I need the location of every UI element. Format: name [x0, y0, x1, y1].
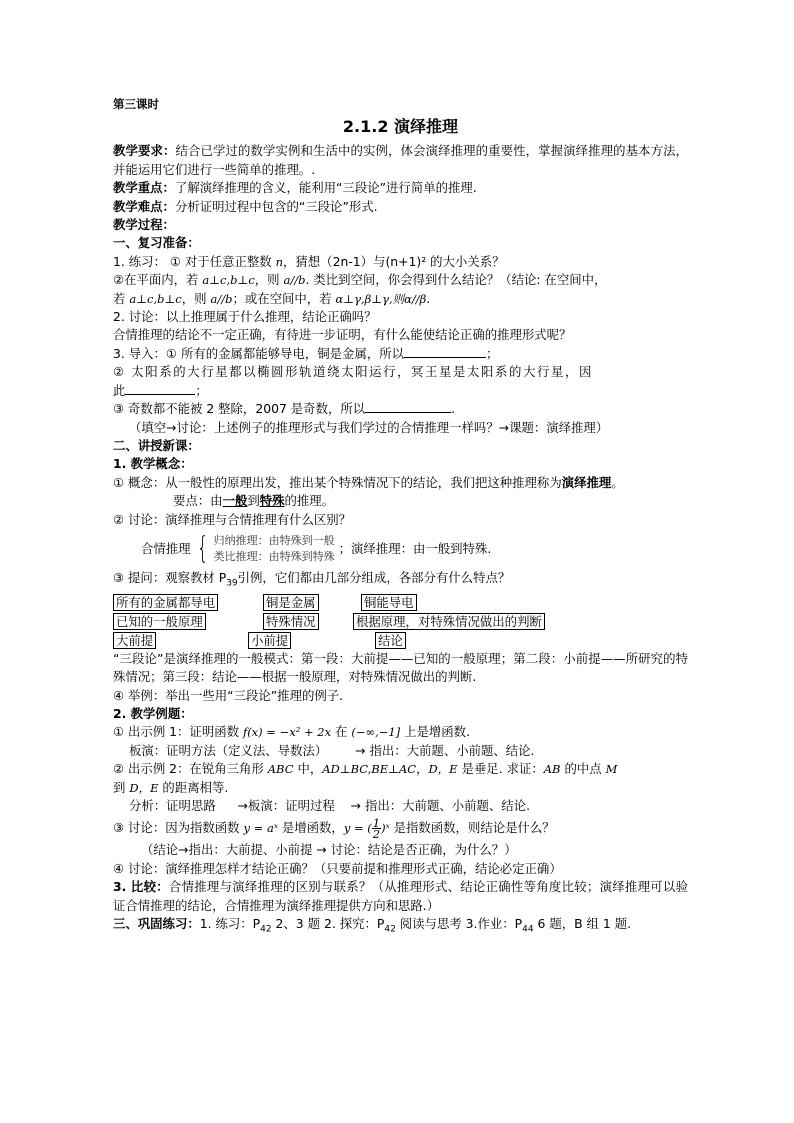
discussion-3-note: （结论→指出：大前提、小前提 → 讨论：结论是否正确，为什么？）	[141, 842, 517, 858]
exercise-3-text-c: ；或在空间中，若	[232, 290, 336, 306]
intro-1-text: 3. 导入：① 所有的金属都能够导电，铜是金属，所以	[113, 345, 405, 361]
half-fraction	[372, 816, 381, 842]
question-3-text: ③ 提问：观察教材 P	[113, 569, 227, 585]
process-label: 教学过程：	[113, 217, 175, 233]
discussion-3	[113, 815, 688, 841]
discussion-2: 合情推理的结论不一定正确，有待进一步证明，有什么能使结论正确的推理形式呢？	[113, 327, 572, 343]
section-3-page-3: 44	[522, 924, 534, 935]
box-row-1	[113, 593, 688, 612]
exercise-3-text-d: .	[426, 290, 431, 306]
intro-4-end: .	[451, 401, 456, 417]
teaching-requirement	[113, 142, 688, 179]
exercise-3-text: 若	[113, 290, 130, 306]
section-3-page-1: 42	[260, 924, 272, 935]
box-conclusion: 结论	[375, 632, 406, 649]
example-2-analysis-a: 分析：证明思路	[129, 798, 216, 814]
box-major-example: 所有的金属都导电	[113, 594, 218, 611]
diff-label: 教学难点：	[113, 198, 175, 214]
concept	[113, 474, 688, 492]
page-title: 2.1.2 演绎推理	[342, 117, 459, 137]
example-1-text-c: 上是增函数.	[400, 724, 471, 740]
intro-1-end: ；	[486, 345, 499, 361]
example-2-triangle: ABC	[267, 762, 294, 777]
diff-text: 分析证明过程中包含的“三段论”形式.	[174, 198, 378, 214]
section-2-title: 二、讲授新课：	[113, 437, 200, 453]
box-row-2	[113, 612, 688, 631]
fraction-denominator: 2	[372, 827, 381, 842]
example-1-board-a: 板演：证明方法（定义法、导数法）	[129, 742, 328, 758]
intro-4-text: ③ 奇数都不能被 2 整除，2007 是奇数，所以	[113, 401, 366, 417]
example-2-analysis	[113, 797, 688, 815]
example-2-m: M	[605, 762, 618, 777]
exercise-1-n: n	[275, 254, 284, 269]
discussion-3-text-c: 是指数函数，则结论是什么？	[389, 820, 555, 836]
plausible-reasoning-label: 合情推理	[141, 540, 191, 556]
blank-2[interactable]	[125, 382, 195, 395]
discussion-3-math-post: )ˣ	[381, 821, 390, 836]
blank-3[interactable]	[365, 400, 451, 413]
exercise-3-math: a⊥c,b⊥c	[129, 291, 182, 306]
discussion-3-math-pre: y = (	[343, 821, 372, 836]
section-3	[113, 915, 688, 939]
example-2-text-b: 中，	[293, 761, 323, 777]
example-1-board	[113, 742, 688, 760]
example-2-text: ② 出示例 2：在锐角三角形	[113, 761, 268, 777]
example-1-function: f(x) = −x² + 2x	[242, 725, 332, 740]
key-label: 教学重点：	[113, 180, 175, 196]
example-2-ab: AB	[543, 762, 561, 777]
intro-1	[113, 345, 688, 363]
lesson-label: 第三课时	[113, 97, 159, 111]
intro-3-text: 此	[113, 382, 126, 398]
difference-question: ② 讨论：演绎推理与合情推理有什么区别？	[113, 511, 352, 527]
req-text: 结合已学过的数学实例和生活中的实例，体会演绎推理的重要性，掌握演绎推理的基本方法，并能运用它们进行一些简单的推理。.	[113, 143, 689, 177]
syllogism-explanation: “三段论”是演绎推理的一般模式：第一段：大前提——已知的一般原理；第二段：小前提——所研究的特殊情况；第三段：结论——根据一般原理，对特殊情况做出的判断.	[113, 650, 688, 685]
example-1-text: ① 出示例 1：证明函数	[113, 724, 243, 740]
example-2-text-d: 是垂足. 求证：	[457, 761, 544, 777]
exercise-3-math-b: a//b	[210, 291, 233, 306]
example-2-cont-a: 到	[113, 779, 130, 795]
example-2-de: D，E	[428, 762, 458, 777]
exercise-3-math-c: α⊥γ,β⊥γ,则α//β	[335, 291, 427, 306]
exercise-1	[113, 253, 688, 271]
box-row-3	[113, 631, 688, 650]
document-page	[113, 95, 688, 939]
discussion-3-text-b: 是增函数，	[277, 820, 344, 836]
example-2-text-c: ，	[416, 761, 429, 777]
exercise-1-text-b: ，猜想（2n-1）与(n+1)² 的大小关系？	[283, 253, 505, 269]
topic-2-title: 2. 教学例题：	[113, 706, 193, 722]
section-3-text-c: 阅读与思考 3.作业：P	[395, 916, 523, 932]
topic-1-title: 1. 教学概念：	[113, 456, 193, 472]
section-3-title: 三、巩固练习：	[113, 916, 200, 932]
example-2-analysis-b: →板演：证明过程	[237, 798, 335, 814]
section-3-page-2: 42	[384, 924, 396, 935]
intro-4	[113, 400, 688, 418]
blank-1[interactable]	[404, 345, 486, 358]
section-1-title: 一、复习准备：	[113, 235, 200, 251]
example-1-text-b: 在	[331, 724, 352, 740]
exercise-1-text: 1. 练习： ① 对于任意正整数	[113, 253, 276, 269]
teaching-difficulty	[113, 198, 688, 216]
exercise-2-cont	[113, 290, 688, 308]
box-minor-desc: 特殊情况	[263, 613, 319, 630]
exercise-2	[113, 271, 688, 289]
discussion-4: ④ 讨论：演绎推理怎样才结论正确？（只要前提和推理形式正确，结论必定正确）	[113, 860, 562, 876]
question-3-page: 39	[226, 578, 238, 589]
section-3-text-b: 2、3 题 2. 探究：P	[271, 916, 385, 932]
concept-text: ① 概念：从一般性的原理出发，推出某个特殊情况下的结论，我们把这种推理称为	[113, 474, 562, 490]
section-3-text-d: 6 题，B 组 1 题.	[533, 916, 632, 932]
example-2-cont	[113, 779, 688, 797]
box-major-premise: 大前提	[113, 632, 156, 649]
discussion-3-text: ③ 讨论：因为指数函数	[113, 820, 244, 836]
exercise-2-math-b: a//b	[283, 273, 306, 288]
concept-end: 。	[611, 474, 624, 490]
exercise-2-text-b: ，则	[254, 272, 284, 288]
example-2-text-e: 的中点	[560, 761, 606, 777]
comparison	[113, 878, 688, 915]
exercise-3-text-b: ，则	[181, 290, 211, 306]
example-1-board-b: → 指出：大前题、小前题、结论.	[355, 742, 535, 758]
question-3-text-b: 引例，它们都由几部分组成，各部分有什么特点？	[237, 569, 511, 585]
example-1	[113, 723, 688, 741]
intro-3-end: ；	[195, 382, 208, 398]
box-minor-premise: 小前提	[248, 632, 291, 649]
example-2-cont-b: 的距离相等.	[158, 779, 229, 795]
exercise-2-text: ②在平面内，若	[113, 272, 203, 288]
comparison-label: 3. 比较：	[113, 879, 169, 895]
exercise-2-math: a⊥c,b⊥c	[202, 273, 255, 288]
key-point-e: 的推理。	[284, 493, 335, 509]
key-text: 了解演绎推理的含义，能利用“三段论”进行简单的推理.	[174, 180, 477, 196]
key-point-special: 特殊	[259, 493, 285, 509]
brace-icon: {	[196, 530, 208, 566]
example-2	[113, 760, 688, 778]
intro-3	[113, 382, 688, 400]
concept-term: 演绎推理	[561, 474, 612, 490]
intro-5: （填空→讨论：上述例子的推理形式与我们学过的合情推理一样吗？→课题：演绎推理）	[129, 419, 609, 435]
exercise-2-text-c: . 类比到空间，你会得到什么结论？（结论: 在空间中，	[305, 272, 607, 288]
deduction-item: ；演绎推理：由一般到特殊.	[338, 540, 492, 556]
section-3-text-a: 1. 练习：P	[199, 916, 261, 932]
intro-2: ② 太阳系的大行星都以椭圆形轨道绕太阳运行，冥王星是太阳系的大行星，因	[113, 364, 593, 380]
key-point-general: 一般	[222, 493, 248, 509]
analogy-item: 类比推理：由特殊到特殊	[213, 549, 335, 563]
box-conclusion-example: 铜能导电	[361, 594, 417, 611]
example-2-analysis-c: → 指出：大前题、小前题、结论.	[350, 798, 531, 814]
box-conclusion-desc: 根据原理，对特殊情况做出的判断	[353, 613, 545, 630]
example-1-interval: (−∞,−1]	[351, 725, 401, 740]
reasoning-brace	[141, 530, 688, 566]
key-point-a: 要点：由	[173, 493, 223, 509]
induction-item: 归纳推理：由特殊到一般	[213, 533, 335, 547]
brace-items	[214, 533, 335, 565]
key-point	[113, 492, 688, 510]
req-label: 教学要求：	[113, 143, 176, 159]
teaching-key	[113, 179, 688, 197]
example-2-math: AD⊥BC,BE⊥AC	[322, 762, 417, 777]
key-point-c: 到	[247, 493, 260, 509]
example-2-cont-de: D，E	[129, 780, 159, 795]
discussion: 2. 讨论：以上推理属于什么推理，结论正确吗？	[113, 309, 377, 325]
example-question: ④ 举例：举出一些用“三段论”推理的例子.	[113, 687, 344, 703]
fraction-numerator: 1	[372, 816, 381, 831]
box-minor-example: 铜是金属	[263, 594, 319, 611]
discussion-3-math: y = aˣ	[243, 821, 278, 836]
comparison-text: 合情推理与演绎推理的区别与联系？（从推理形式、结论正确性等角度比较；演绎推理可以验证合情推理的结论，合情推理为演绎推理提供方向和思路.）	[113, 879, 688, 913]
question-3	[113, 569, 688, 593]
box-major-desc: 已知的一般原理	[113, 613, 206, 630]
